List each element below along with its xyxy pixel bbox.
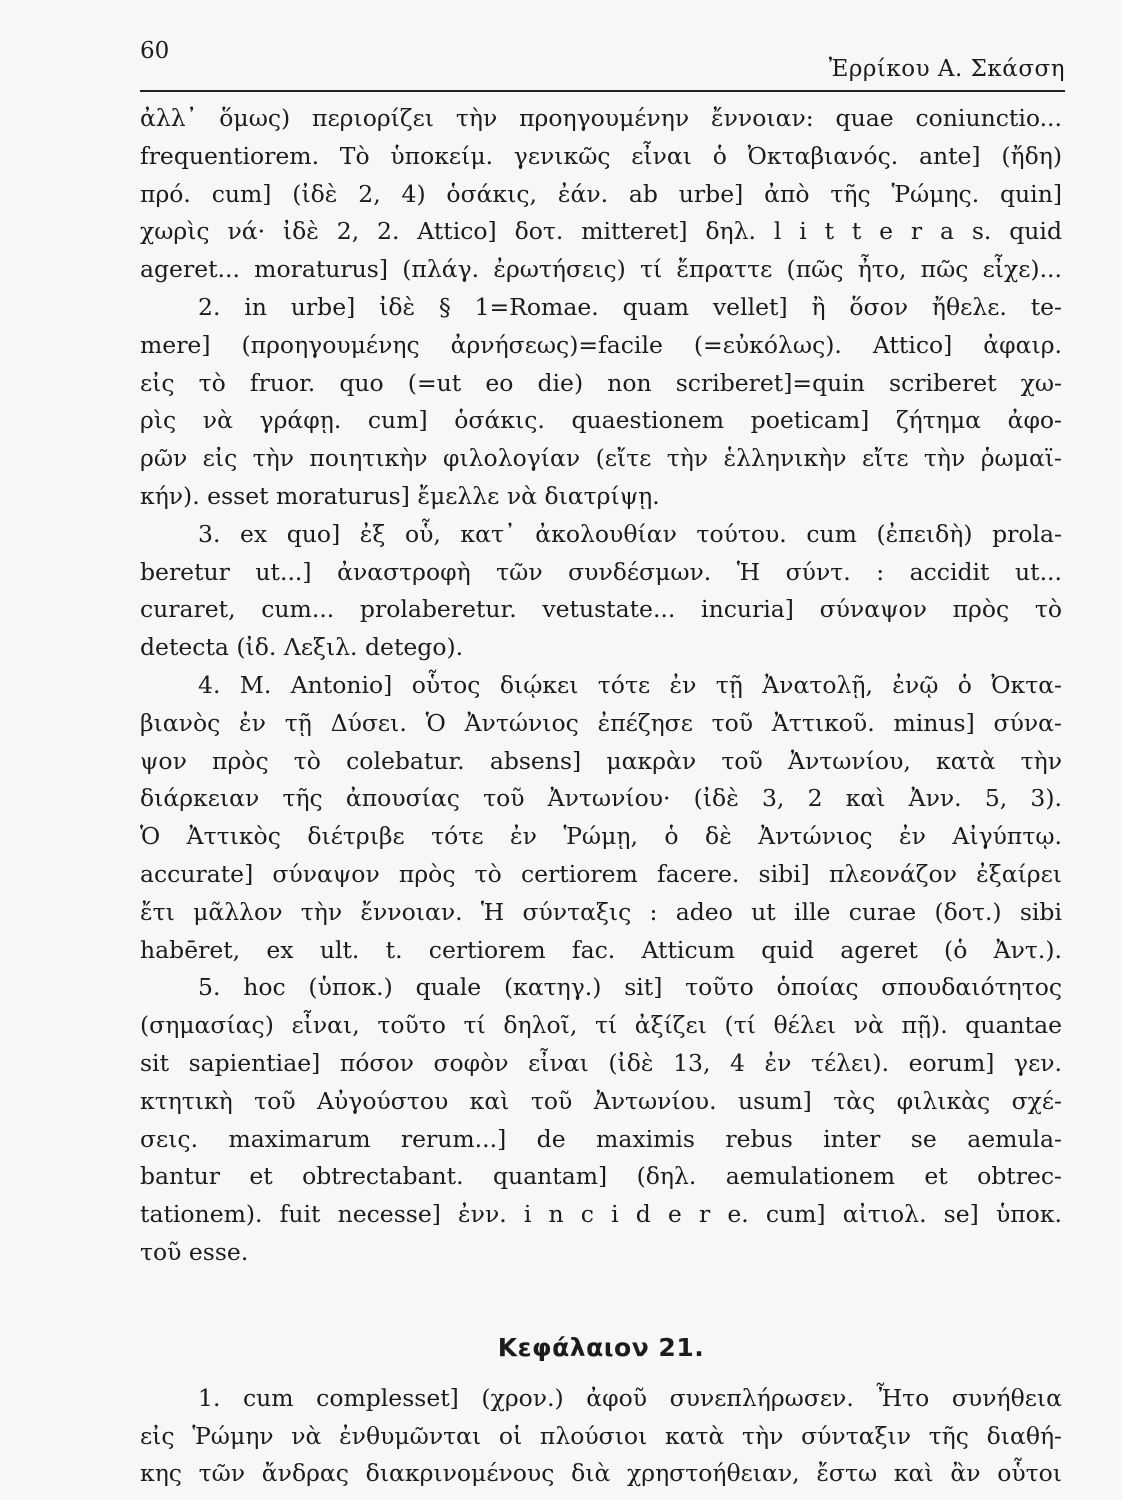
header-rule xyxy=(140,90,1065,92)
text-line: διάρκειαν τῆς ἀπουσίας τοῦ Ἀντωνίου· (ἰδὲ 3, 2 καὶ Ἀνν. 5, 3). xyxy=(140,784,1062,813)
text-line: ἀλλ᾿ ὅμως) περιορίζει τὴν προηγουμένην ἔννοιαν: quae coniunctio... xyxy=(140,104,1062,132)
text-line: detecta (ἰδ. Λεξιλ. detego). xyxy=(140,633,464,662)
text-line: Ὁ Ἀττικὸς διέτριβε τότε ἐν Ῥώμῃ, ὁ δὲ Ἀντώνιος ἐν Αἰγύπτῳ. xyxy=(140,822,1062,851)
text-line: curaret, cum... prolaberetur. vetustate... incuria] σύναψον πρὸς τὸ xyxy=(140,595,1062,624)
text-line: σεις. maximarum rerum...] de maximis rebus inter se aemula- xyxy=(140,1124,1062,1153)
page-body xyxy=(140,100,1062,1493)
text-line: 4. M. Antonio] οὗτος διῴκει τότε ἐν τῇ Ἀνατολῇ, ἐνῷ ὁ Ὀκτα- xyxy=(198,670,1062,699)
text-line: frequentiorem. Τὸ ὑποκείμ. γενικῶς εἶναι ὁ Ὀκταβιανός. ante] (ἤδη) xyxy=(140,141,1062,170)
text-line: χωρὶς νά· ἰδὲ 2, 2. Attico] δοτ. mitteret] δηλ. l i t t e r a s. quid xyxy=(140,217,1062,246)
text-line: mere] (προηγουμένης ἀρνήσεως)=facile (=εὐκόλως). Attico] ἀφαιρ. xyxy=(140,330,1062,359)
text-line: ρῶν εἰς τὴν ποιητικὴν φιλολογίαν (εἴτε τὴν ἑλληνικὴν εἴτε τὴν ῥωμαϊ- xyxy=(140,444,1062,473)
chapter-heading: Κεφάλαιον 21. xyxy=(497,1332,705,1362)
text-line: tationem). fuit necesse] ἐνν. i n c i d e r e. cum] αἰτιολ. se] ὑποκ. xyxy=(140,1200,1062,1229)
text-line: ρὶς νὰ γράφῃ. cum] ὁσάκις. quaestionem poeticam] ζήτημα ἀφο- xyxy=(140,406,1062,435)
text-line: κης τῶν ἄνδρας διακρινομένους διὰ χρηστοήθειαν, ἔστω καὶ ἂν οὗτοι xyxy=(140,1459,1062,1488)
text-line: τοῦ esse. xyxy=(140,1237,249,1266)
text-line: accurate] σύναψον πρὸς τὸ certiorem facere. sibi] πλεονάζον ἐξαίρει xyxy=(140,859,1062,888)
text-line: bantur et obtrectabant. quantam] (δηλ. aemulationem et obtrec- xyxy=(140,1162,1062,1191)
text-line: habēret, ex ult. t. certiorem fac. Atticum quid ageret (ὁ Ἀντ.). xyxy=(140,935,1062,964)
text-line: sit sapientiae] πόσον σοφὸν εἶναι (ἰδὲ 13, 4 ἐν τέλει). eorum] γεν. xyxy=(140,1048,1062,1077)
commentary-block xyxy=(140,100,1062,1272)
text-line: εἰς Ῥώμην νὰ ἐνθυμῶνται οἱ πλούσιοι κατὰ τὴν σύνταξιν τῆς διαθή- xyxy=(140,1421,1062,1450)
text-line: ψον πρὸς τὸ colebatur. absens] μακρὰν τοῦ Ἀντωνίου, κατὰ τὴν xyxy=(140,746,1062,775)
text-line: βιανὸς ἐν τῇ Δύσει. Ὁ Ἀντώνιος ἐπέζησε τοῦ Ἀττικοῦ. minus] σύνα- xyxy=(140,708,1062,737)
page-header xyxy=(140,38,1065,88)
chapter-block xyxy=(140,1380,1062,1493)
text-line: κήν). esset moraturus] ἔμελλε νὰ διατρίψῃ. xyxy=(140,481,660,510)
text-line: 3. ex quo] ἐξ οὗ, κατ᾿ ἀκολουθίαν τούτου. cum (ἐπειδὴ) prola- xyxy=(198,519,1062,548)
text-line: (σημασίας) εἶναι, τοῦτο τί δηλοῖ, τί ἀξίζει (τί θέλει νὰ πῇ). quantae xyxy=(140,1011,1062,1040)
text-line: beretur ut...] ἀναστροφὴ τῶν συνδέσμων. Ἡ σύντ. : accidit ut... xyxy=(140,557,1062,586)
page-number: 60 xyxy=(140,38,170,64)
text-line: πρό. cum] (ἰδὲ 2, 4) ὁσάκις, ἐάν. ab urbe] ἀπὸ τῆς Ῥώμης. quin] xyxy=(140,179,1062,208)
text-line: ἔτι μᾶλλον τὴν ἔννοιαν. Ἡ σύνταξις : adeo ut ille curae (δοτ.) sibi xyxy=(140,897,1062,926)
text-line: εἰς τὸ fruor. quo (=ut eo die) non scriberet]=quin scriberet χω- xyxy=(140,368,1062,397)
text-line: ageret... moraturus] (πλάγ. ἐρωτήσεις) τί ἔπραττε (πῶς ἦτο, πῶς εἶχε)... xyxy=(140,255,1062,284)
text-line: κτητικὴ τοῦ Αὐγούστου καὶ τοῦ Ἀντωνίου. usum] τὰς φιλικὰς σχέ- xyxy=(140,1086,1062,1115)
text-line: 1. cum complesset] (χρον.) ἀφοῦ συνεπλήρωσεν. Ἦτο συνήθεια xyxy=(198,1383,1062,1412)
running-head: Ἐρρίκου Α. Σκάσση xyxy=(828,56,1065,82)
text-line: 2. in urbe] ἰδὲ § 1=Romae. quam vellet] ἢ ὅσον ἤθελε. te- xyxy=(198,292,1062,321)
text-line: 5. hoc (ὑποκ.) quale (κατηγ.) sit] τοῦτο ὁποίας σπουδαιότητος xyxy=(198,973,1062,1002)
